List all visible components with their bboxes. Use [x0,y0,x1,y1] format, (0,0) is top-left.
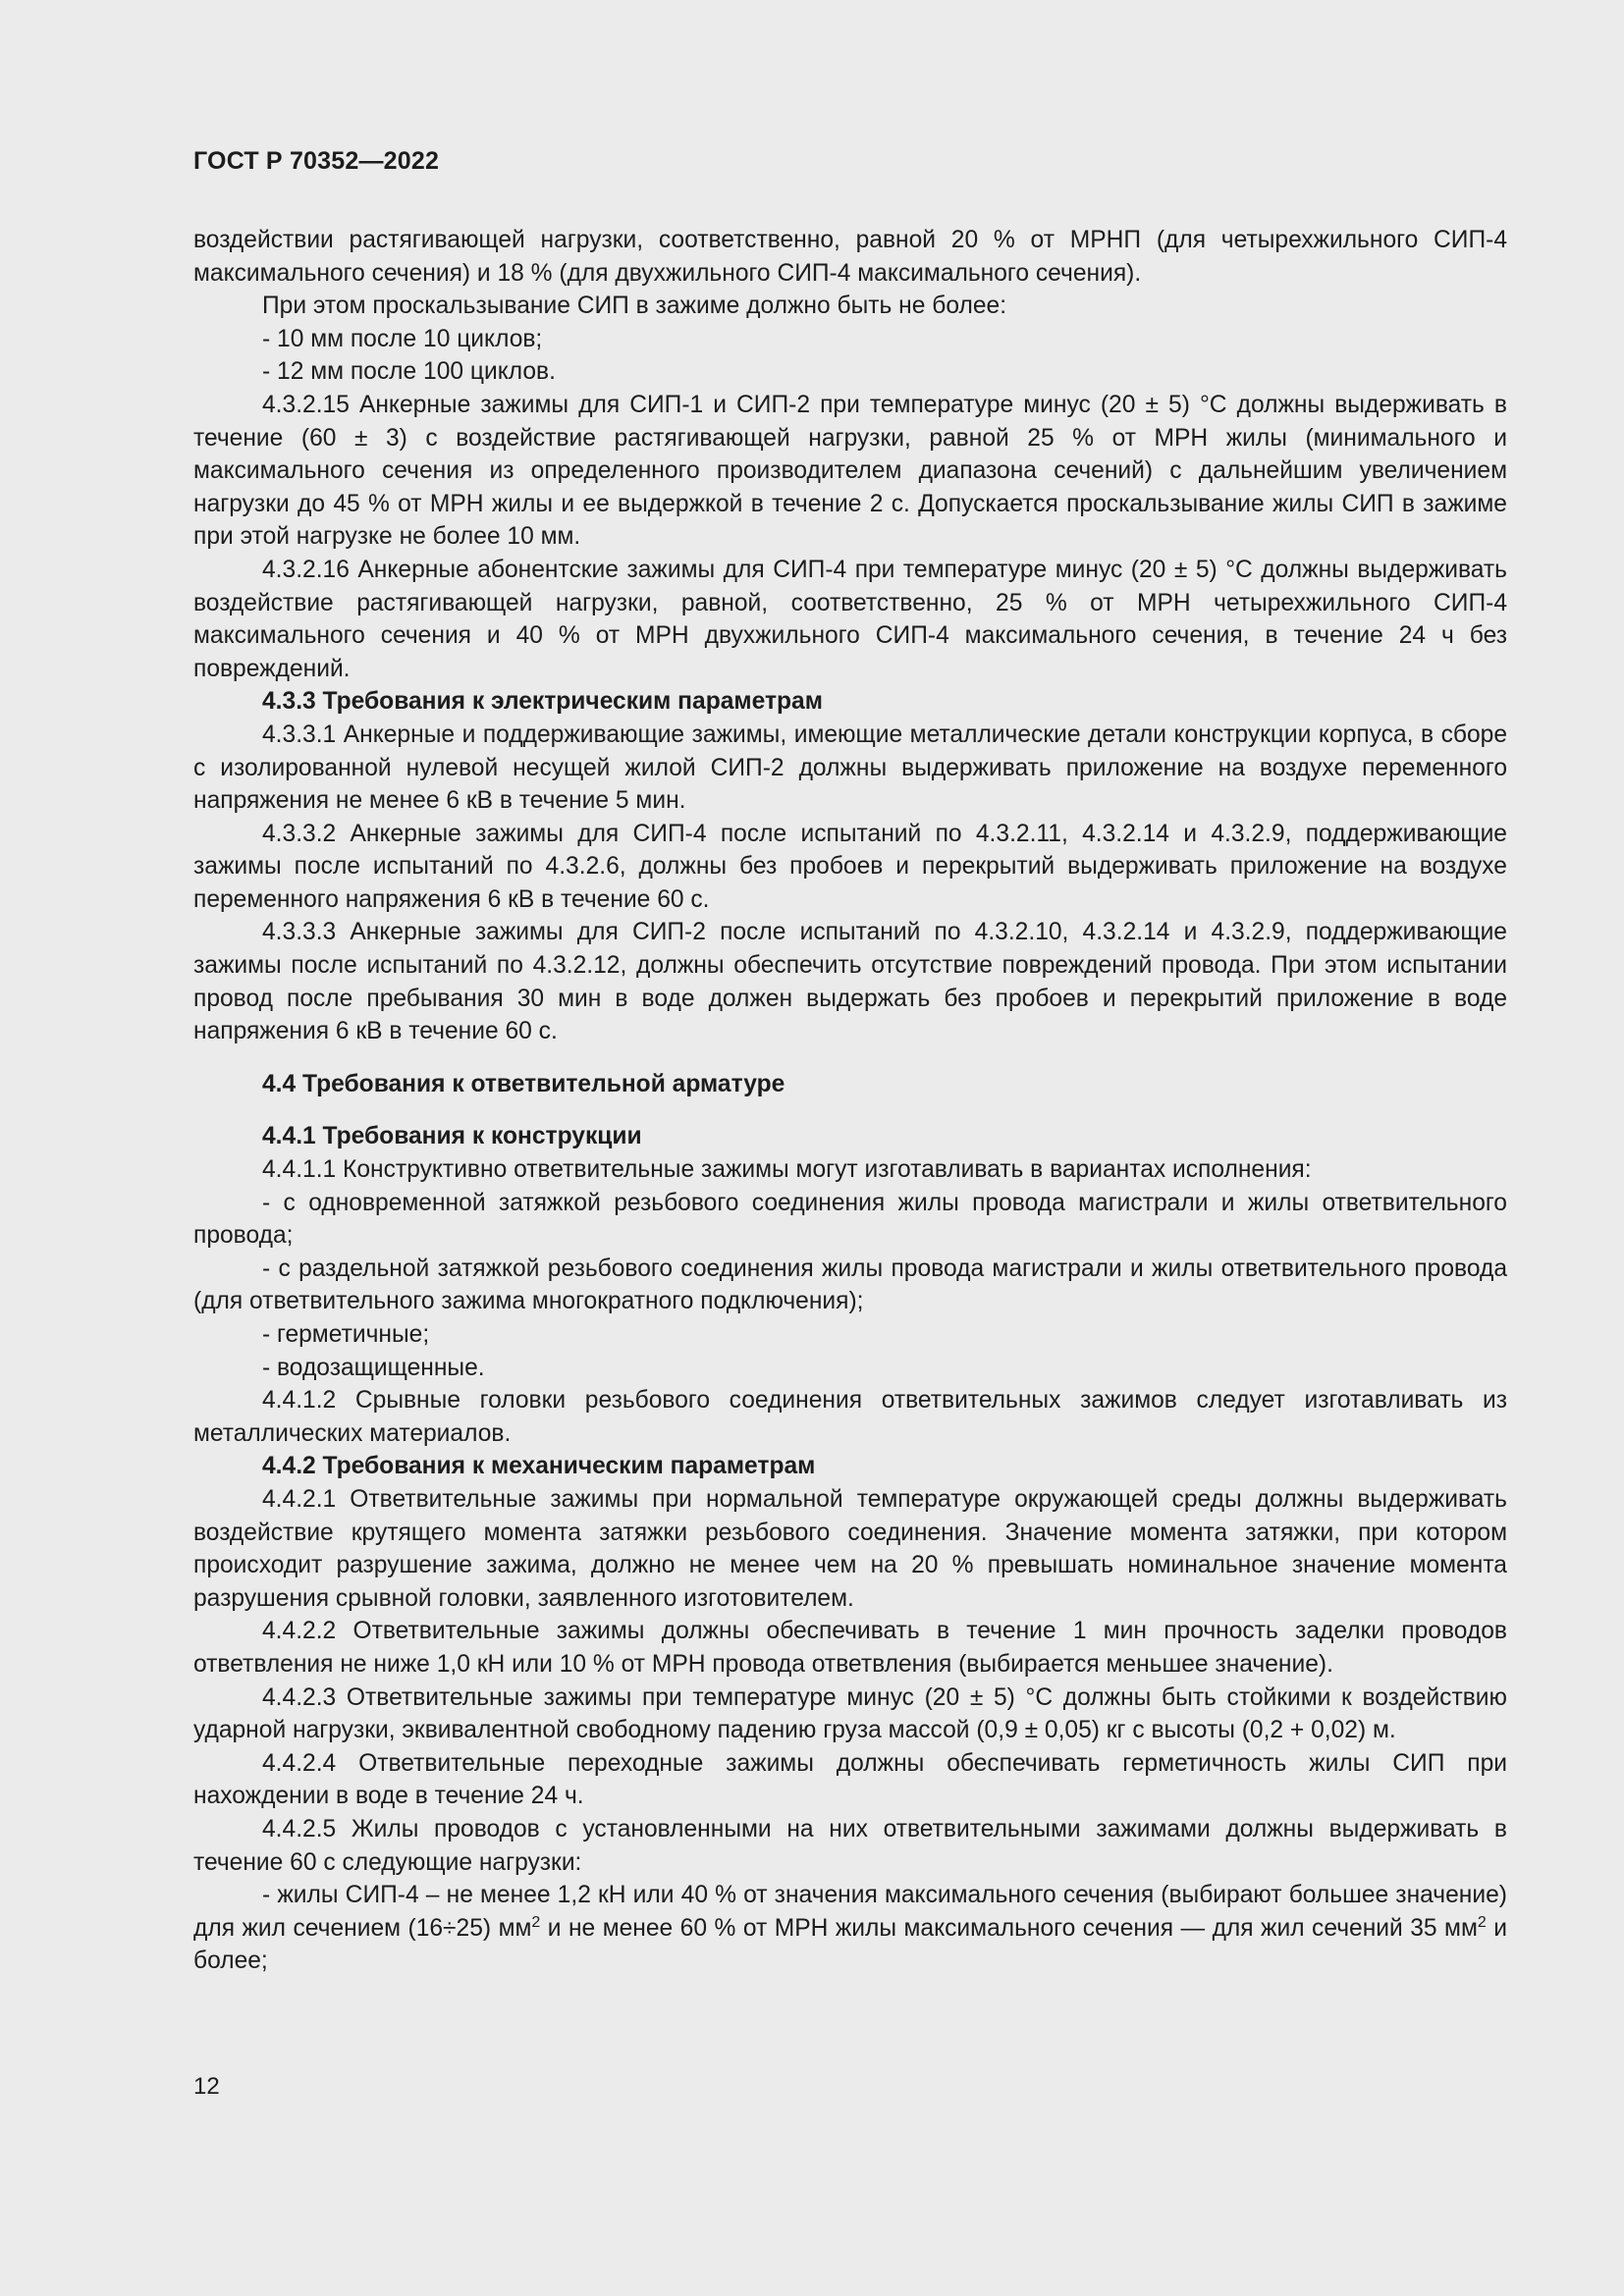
paragraph: 4.3.2.15 Анкерные зажимы для СИП-1 и СИП-2 при температуре минус (20 ± 5) °С должны выдерживать в течение (60 ± 3) с воздействие растягивающей нагрузки, равной 25 % от МРН жилы (минимального и максимального сечения из определенного производителем диапазона сечений) с дальнейшим увеличением нагрузки до 45 % от МРН жилы и ее выдержкой в течение 2 с. Допускается проскальзывание жилы СИП в зажиме при этой нагрузке не более 10 мм. [193,391,1507,551]
paragraph: 4.4.2.2 Ответвительные зажимы должны обеспечивать в течение 1 мин прочность заделки проводов ответвления не ниже 1,0 кН или 10 % от МРН провода ответвления (выбирается меньшее значение). [193,1618,1507,1678]
section-heading: 4.4 Требования к ответвительной арматуре [262,1070,785,1097]
paragraph: 4.4.2.5 Жилы проводов с установленными на них ответвительными зажимами должны выдерживать в течение 60 с следующие нагрузки: [193,1815,1507,1876]
page-number: 12 [193,2073,220,2100]
text-run: - жилы СИП-4 – не менее 1,2 кН или 40 % от значения максимального сечения (выбирают большее значение) для жил сечением (16÷25) мм [193,1882,1507,1942]
text-run: и не менее 60 % от МРН жилы максимального сечения — для жил сечений 35 мм [540,1914,1478,1942]
paragraph: 4.4.1.1 Конструктивно ответвительные зажимы могут изготавливать в вариантах исполнения: [262,1156,1312,1184]
list-item: - 12 мм после 100 циклов. [262,358,556,386]
paragraph: 4.4.2.1 Ответвительные зажимы при нормальной температуре окружающей среды должны выдерживать воздействие крутящего момента затяжки резьбового соединения. Значение момента затяжки, при котором происходит разрушение зажима, должно не менее чем на 20 % превышать номинальное значение момента разрушения срывной головки, заявленного изготовителем. [193,1485,1507,1612]
document-body [193,224,1507,1978]
section-heading: 4.4.1 Требования к конструкции [262,1123,642,1150]
list-item: - 10 мм после 10 циклов; [262,325,543,352]
paragraph: 4.3.3.2 Анкерные зажимы для СИП-4 после испытаний по 4.3.2.11, 4.3.2.14 и 4.3.2.9, поддерживающие зажимы после испытаний по 4.3.2.6, должны без пробоев и перекрытий выдерживать приложение на воздухе переменного напряжения 6 кВ в течение 60 с. [193,820,1507,913]
list-item: - герметичные; [262,1321,430,1348]
paragraph: 4.4.2.3 Ответвительные зажимы при температуре минус (20 ± 5) °С должны быть стойкими к воздействию ударной нагрузки, эквивалентной свободному падению груза массой (0,9 ± 0,05) кг с высоты (0,2 + 0,02) м. [193,1683,1507,1744]
list-item: - с раздельной затяжкой резьбового соединения жилы провода магистрали и жилы ответвительного провода (для ответвительного зажима многократного подключения); [193,1255,1507,1315]
list-item: - с одновременной затяжкой резьбового соединения жилы провода магистрали и жилы ответвительного провода; [193,1189,1507,1250]
superscript: 2 [531,1913,541,1931]
paragraph: 4.3.2.16 Анкерные абонентские зажимы для СИП-4 при температуре минус (20 ± 5) °С должны выдерживать воздействие растягивающей нагрузки, равной, соответственно, 25 % от МРН четырехжильного СИП-4 максимального сечения и 40 % от МРН двухжильного СИП-4 максимального сечения, в течение 24 ч без повреждений. [193,556,1507,682]
list-item: - водозащищенные. [262,1354,485,1381]
paragraph: воздействии растягивающей нагрузки, соответственно, равной 20 % от МРНП (для четырехжильного СИП-4 максимального сечения) и 18 % (для двухжильного СИП-4 максимального сечения). [193,227,1507,287]
section-heading: 4.3.3 Требования к электрическим параметрам [262,688,823,716]
paragraph: 4.4.2.4 Ответвительные переходные зажимы должны обеспечивать герметичность жилы СИП при нахождении в воде в течение 24 ч. [193,1749,1507,1810]
list-item [193,1879,1507,1978]
paragraph: 4.4.1.2 Срывные головки резьбового соединения ответвительных зажимов следует изготавливать из металлических материалов. [193,1387,1507,1447]
section-heading: 4.4.2 Требования к механическим параметрам [262,1453,816,1480]
paragraph: 4.3.3.1 Анкерные и поддерживающие зажимы, имеющие металлические детали конструкции корпуса, в сборе с изолированной нулевой несущей жилой СИП-2 должны выдерживать приложение на воздухе переменного напряжения не менее 6 кВ в течение 5 мин. [193,721,1507,815]
superscript: 2 [1477,1913,1487,1931]
document-header: ГОСТ Р 70352—2022 [193,147,440,175]
text-run: и более; [193,1914,1507,1975]
paragraph: 4.3.3.3 Анкерные зажимы для СИП-2 после испытаний по 4.3.2.10, 4.3.2.14 и 4.3.2.9, поддерживающие зажимы после испытаний по 4.3.2.12, должны обеспечить отсутствие повреждений провода. При этом испытании провод после пребывания 30 мин в воде должен выдержать без пробоев и перекрытий приложение в воде напряжения 6 кВ в течение 60 с. [193,919,1507,1045]
paragraph: При этом проскальзывание СИП в зажиме должно быть не более: [262,293,1007,320]
